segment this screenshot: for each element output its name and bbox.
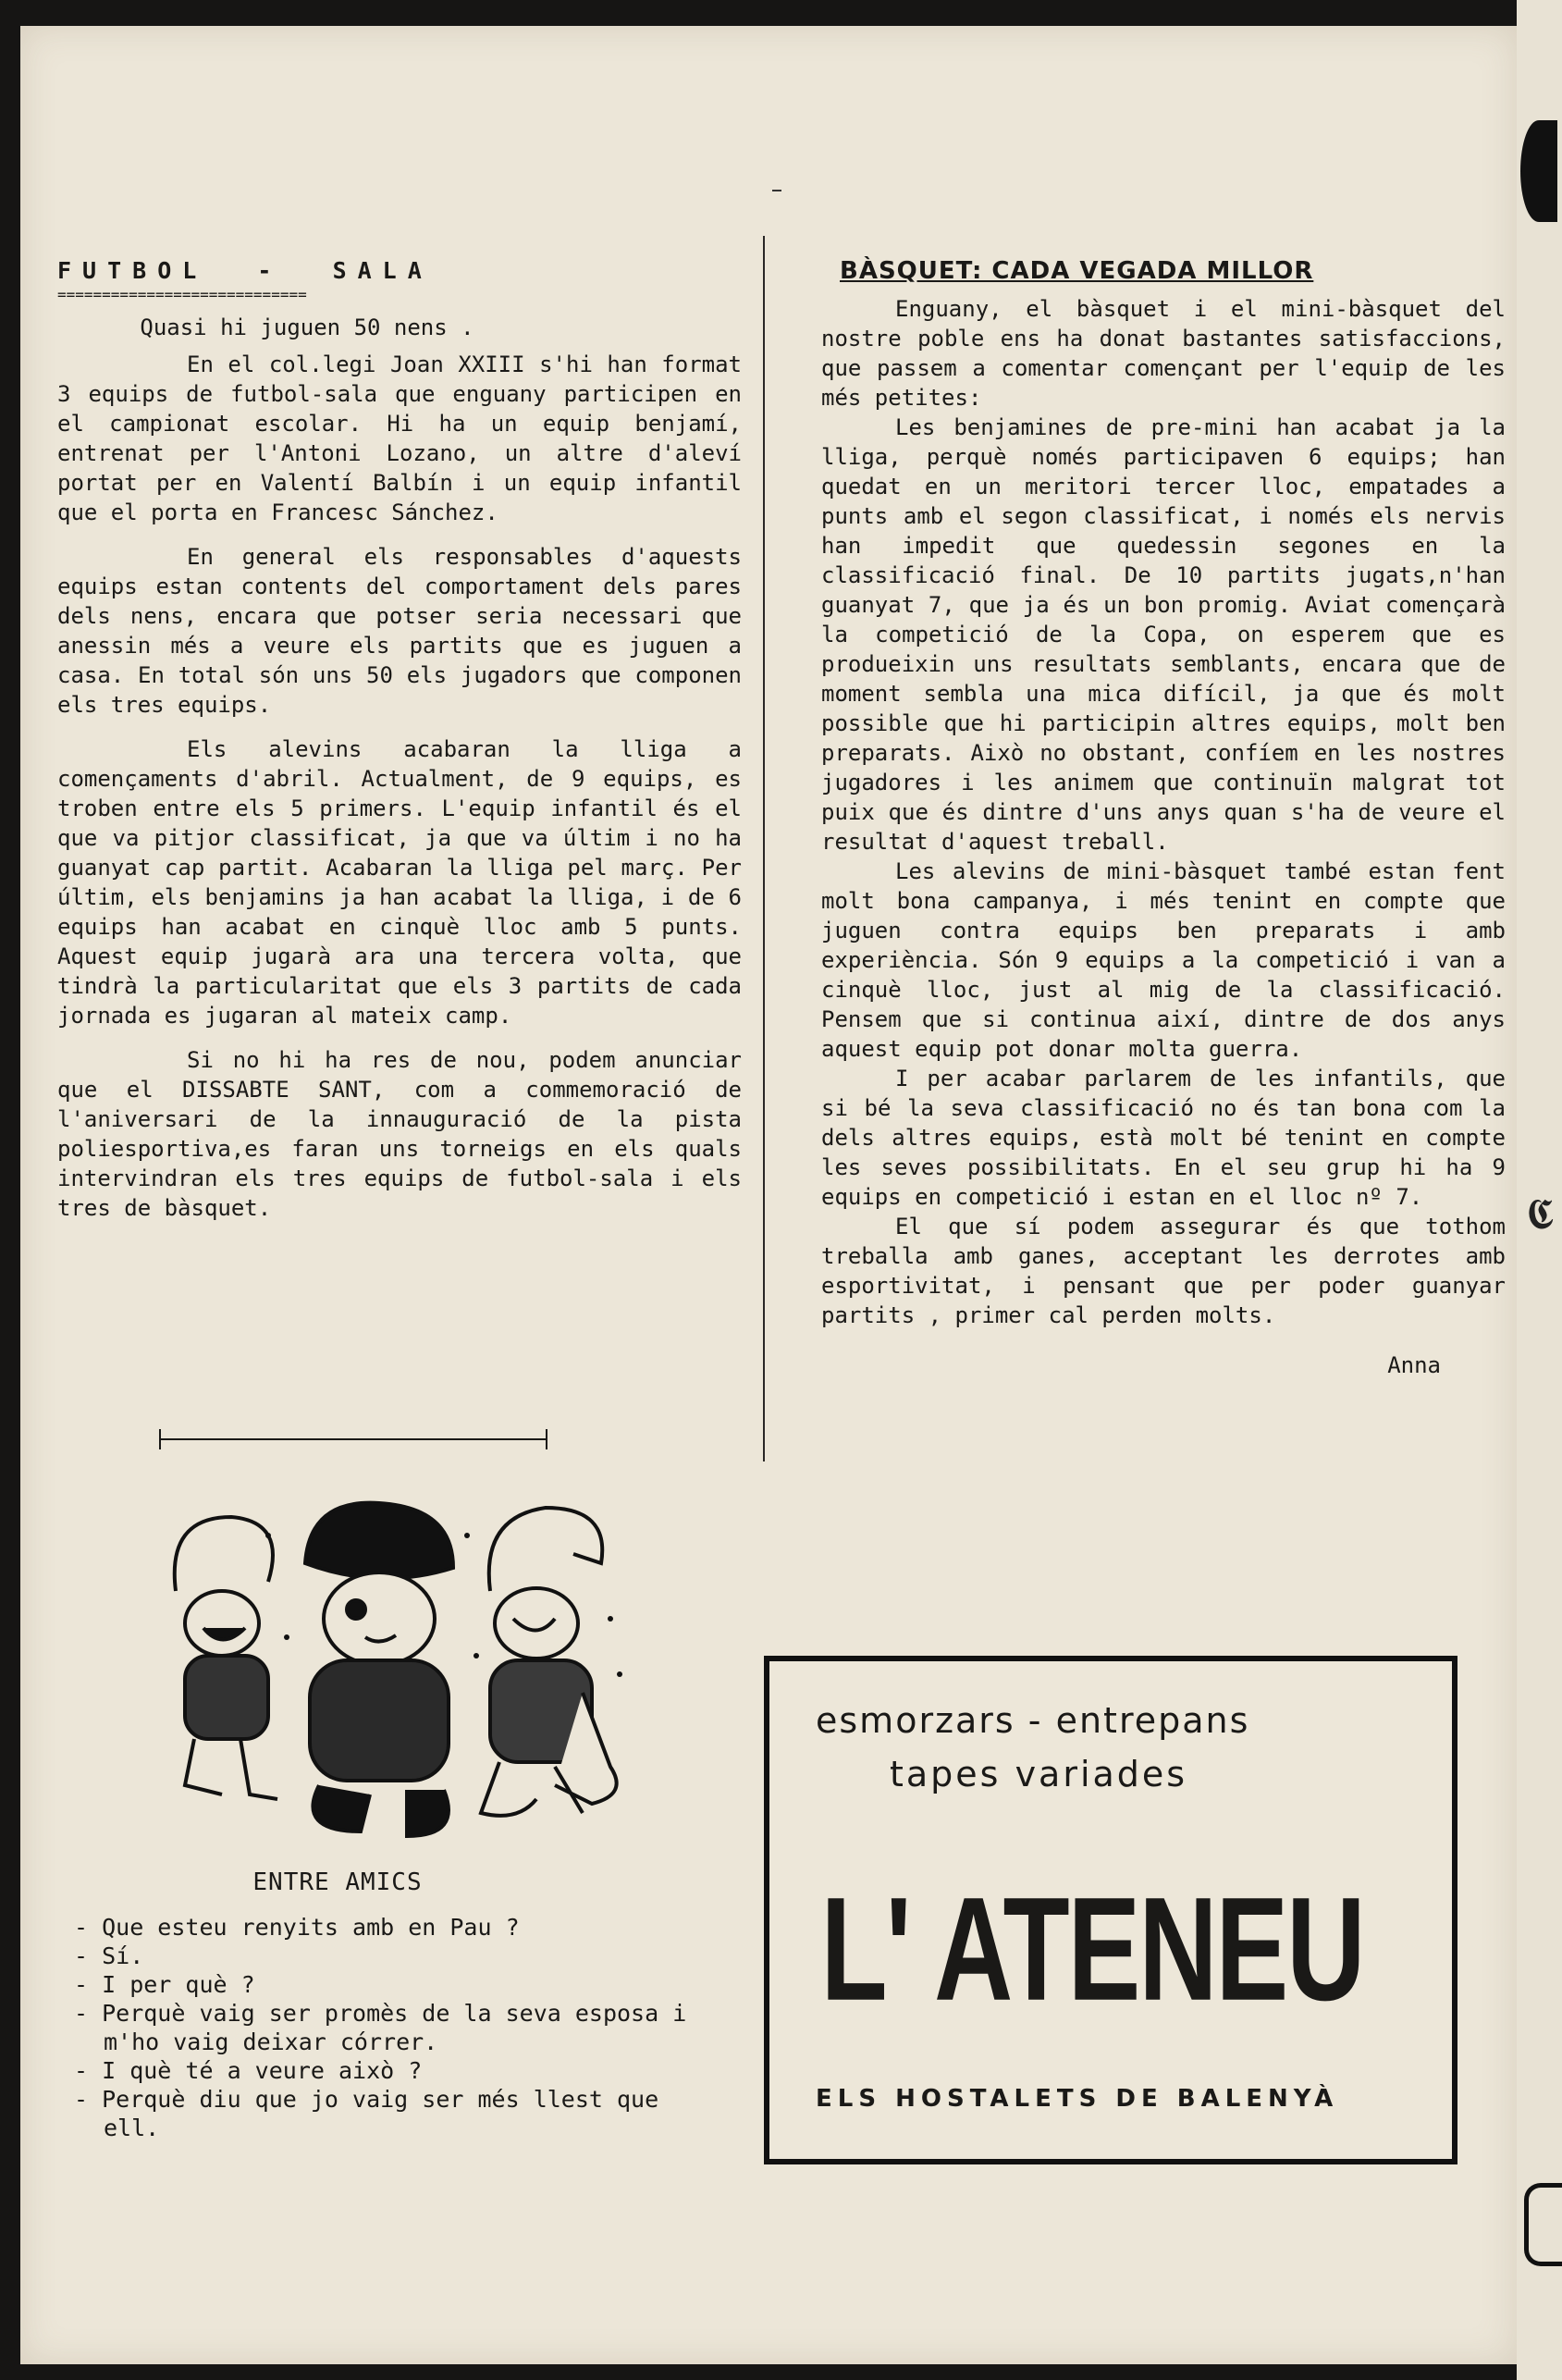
dialogue-line: - Perquè diu que jo vaig ser més llest que ell. xyxy=(74,2086,659,2141)
paragraph: Si no hi ha res de nou, podem anunciar que el DISSABTE SANT, com a commemoració de l'aniversari de la innauguració de la pista poliesportiva,es faran uns torneigs en els quals intervindran els tres equips de futbol-sala i els tres de bàsquet. xyxy=(57,1047,742,1221)
ad-tagline-2: tapes variades xyxy=(890,1754,1188,1794)
article-subheading: Quasi hi juguen 50 nens . xyxy=(140,314,474,340)
dialogue-line: - Que esteu renyits amb en Pau ? xyxy=(74,1914,520,1941)
article-body xyxy=(57,350,742,1223)
paragraph: I per acabar parlarem de les infantils, que si bé la seva classificació no és tan bona com la dels altres equips, està molt bé tenint en compte les seves possibilitats. En el seu grup hi ha 9 equips en competició i estan en el lloc nº 7. xyxy=(821,1066,1506,1210)
article-heading: BÀSQUET: CADA VEGADA MILLOR xyxy=(840,257,1314,285)
smurfs-cartoon-illustration xyxy=(148,1480,647,1850)
adjacent-page-edge xyxy=(1517,0,1562,2380)
dialogue-line: - Perquè vaig ser promès de la seva esposa i m'ho vaig deixar córrer. xyxy=(74,2000,687,2055)
heading-rule: ============================ xyxy=(57,286,307,303)
edge-graphic-bottom xyxy=(1524,2183,1562,2266)
page-mark xyxy=(772,190,781,191)
basquet-article xyxy=(821,257,1506,1378)
ad-brand-name: L' ATENEU xyxy=(820,1867,1364,2032)
entre-amics-joke xyxy=(74,1868,721,2142)
article-body xyxy=(821,294,1506,1330)
article-heading: FUTBOL - SALA xyxy=(57,257,433,284)
paragraph: El que sí podem assegurar és que tothom treballa amb ganes, acceptant les derrotes amb esportivitat, i pensant que per poder guanyar partits , primer cal perden molts. xyxy=(821,1214,1506,1328)
futbol-sala-article xyxy=(57,257,742,1238)
edge-glyph: 𝕮 xyxy=(1526,1189,1555,1239)
paragraph: Les alevins de mini-bàsquet també estan fent molt bona campanya, i més tenint en compte que juguen contra equips ben preparats i amb experiència. Són 9 equips a la competició i van a cinquè lloc, just al mig de la classificació. Pensem que si continua així, dintre de dos anys aquest equip pot donar molta guerra. xyxy=(821,858,1506,1062)
paragraph: En el col.legi Joan XXIII s'hi han format 3 equips de futbol-sala que enguany participen en el campionat escolar. Hi ha un equip benjamí, entrenat per l'Antoni Lozano, un altre d'aleví portat per en Valentí Balbín i un equip infantil que el porta en Francesc Sánchez. xyxy=(57,351,742,525)
joke-title: ENTRE AMICS xyxy=(252,1868,423,1896)
dialogue-line: - Sí. xyxy=(74,1942,144,1969)
ad-location: ELS HOSTALETS DE BALENYÀ xyxy=(816,2085,1339,2113)
ateneu-advertisement xyxy=(764,1656,1457,2164)
ad-tagline: esmorzars - entrepans xyxy=(816,1700,1250,1741)
paragraph: En general els responsables d'aquests equips estan contents del comportament dels pares dels nens, encara que potser seria necessari que anessin més a veure els partits que es juguen a casa. En total són uns 50 els jugadors que componen els tres equips. xyxy=(57,544,742,718)
column-divider xyxy=(763,236,765,1461)
author-signature: Anna xyxy=(1387,1352,1441,1378)
paragraph: Els alevins acabaran la lliga a començaments d'abril. Actualment, de 9 equips, es troben entre els 5 primers. L'equip infantil és el que va pitjor classificat, ja que va últim i no ha guanyat cap partit. Acabaran la lliga pel març. Per últim, els benjamins ja han acabat la lliga, i de 6 equips han acabat en cinquè lloc amb 5 punts. Aquest equip jugarà ara una tercera volta, que tindrà la particularitat que els 3 partits de cada jornada es jugaran al mateix camp. xyxy=(57,736,742,1029)
paragraph: Enguany, el bàsquet i el mini-bàsquet del nostre poble ens ha donat bastantes satisfaccions, que passem a comentar començant per l'equip de les més petites: xyxy=(821,296,1506,411)
edge-graphic xyxy=(1520,120,1557,222)
paragraph: Les benjamines de pre-mini han acabat ja la lliga, perquè només participaven 6 equips; han quedat en un meritori tercer lloc, empatades a punts amb el segon classificat, i només els nervis han impedit que quedessin segones en la classificació final. De 10 partits jugats,n'han guanyat 7, que ja és un bon promig. Aviat començarà la competició de la Copa, on esperem que es produeixin uns resultats semblants, encara que de moment sembla una mica difícil, ja que és molt possible que hi participin altres equips, molt ben preparats. Això no obstant, confíem en les nostres jugadores i les animem que continuïn malgrat tot puix que és dintre d'uns anys quan s'ha de veure el resultat d'aquest treball. xyxy=(821,414,1506,855)
dialogue-line: - I per què ? xyxy=(74,1971,255,1998)
section-separator xyxy=(159,1438,547,1440)
dialogue-line: - I què té a veure això ? xyxy=(74,2057,423,2084)
dialogue-lines xyxy=(74,1913,721,2142)
